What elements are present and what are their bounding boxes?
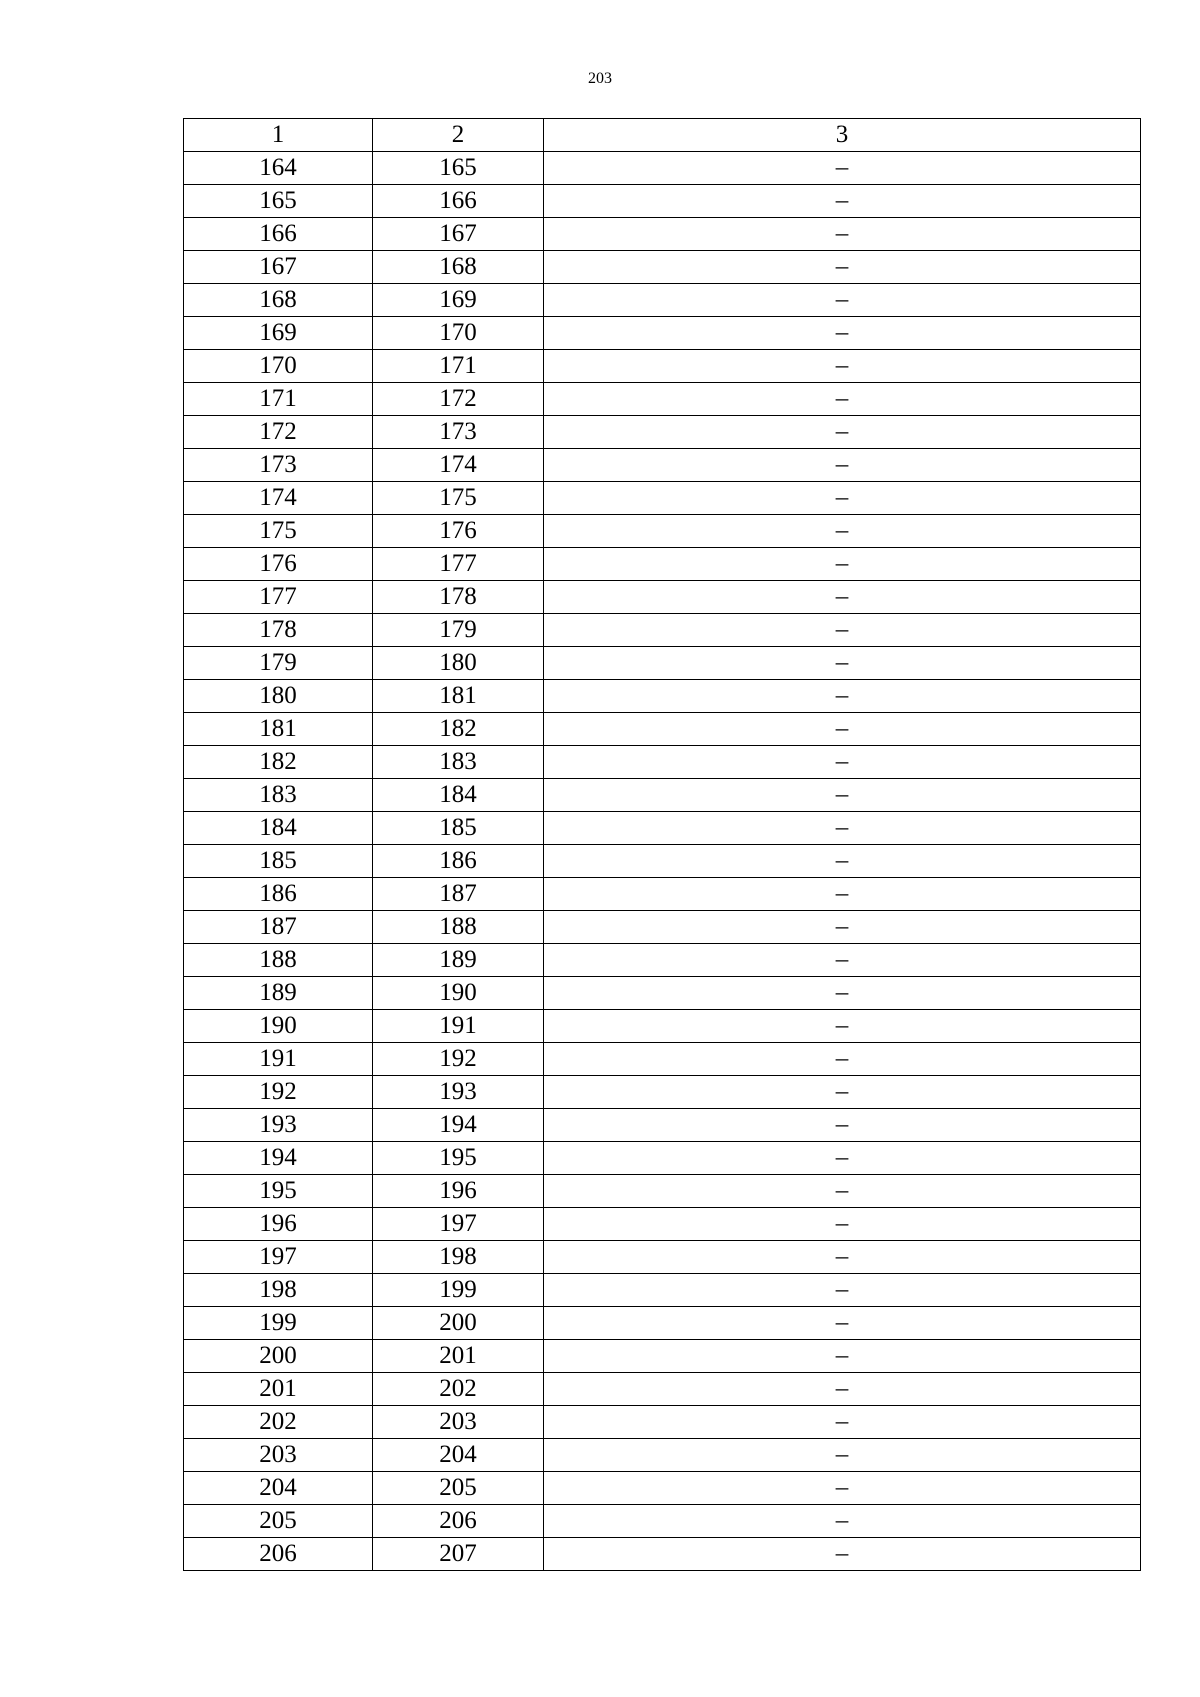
table-cell-col-2: 197: [373, 1208, 544, 1241]
table-cell-col-3: –: [544, 614, 1141, 647]
table-cell-col-1: 196: [184, 1208, 373, 1241]
table-cell-col-1: 183: [184, 779, 373, 812]
table-cell-col-1: 171: [184, 383, 373, 416]
table-cell-col-2: 171: [373, 350, 544, 383]
table-cell-col-1: 188: [184, 944, 373, 977]
table-cell-col-2: 178: [373, 581, 544, 614]
table-body: [184, 152, 1141, 1571]
table-cell-col-2: 166: [373, 185, 544, 218]
table-row: [184, 581, 1141, 614]
table-cell-col-3: –: [544, 350, 1141, 383]
table-cell-col-2: 190: [373, 977, 544, 1010]
table-cell-col-1: 166: [184, 218, 373, 251]
table-cell-col-3: –: [544, 1010, 1141, 1043]
table-row: [184, 1109, 1141, 1142]
table-row: [184, 515, 1141, 548]
table-cell-col-2: 201: [373, 1340, 544, 1373]
table-row: [184, 977, 1141, 1010]
table-cell-col-3: –: [544, 1208, 1141, 1241]
table-row: [184, 1142, 1141, 1175]
table-cell-col-2: 182: [373, 713, 544, 746]
table-cell-col-1: 184: [184, 812, 373, 845]
table-row: [184, 218, 1141, 251]
table-row: [184, 878, 1141, 911]
table-row: [184, 1373, 1141, 1406]
table-cell-col-2: 175: [373, 482, 544, 515]
table-cell-col-1: 173: [184, 449, 373, 482]
table-cell-col-2: 195: [373, 1142, 544, 1175]
table-cell-col-1: 187: [184, 911, 373, 944]
table-cell-col-2: 199: [373, 1274, 544, 1307]
table-row: [184, 1472, 1141, 1505]
table-cell-col-2: 170: [373, 317, 544, 350]
table-cell-col-1: 200: [184, 1340, 373, 1373]
table-cell-col-1: 180: [184, 680, 373, 713]
column-header-3: 3: [544, 119, 1141, 152]
table-cell-col-2: 198: [373, 1241, 544, 1274]
table-cell-col-3: –: [544, 1406, 1141, 1439]
table-cell-col-2: 205: [373, 1472, 544, 1505]
table-row: [184, 647, 1141, 680]
table-cell-col-1: 193: [184, 1109, 373, 1142]
table-cell-col-1: 195: [184, 1175, 373, 1208]
table-cell-col-1: 172: [184, 416, 373, 449]
table-cell-col-1: 174: [184, 482, 373, 515]
table-cell-col-2: 202: [373, 1373, 544, 1406]
table-cell-col-2: 184: [373, 779, 544, 812]
table-cell-col-2: 200: [373, 1307, 544, 1340]
table-cell-col-3: –: [544, 1307, 1141, 1340]
table-cell-col-3: –: [544, 317, 1141, 350]
table-cell-col-3: –: [544, 812, 1141, 845]
page-number: 203: [588, 70, 612, 87]
table-row: [184, 185, 1141, 218]
table-row: [184, 713, 1141, 746]
table-cell-col-2: 173: [373, 416, 544, 449]
table-cell-col-1: 206: [184, 1538, 373, 1571]
table-cell-col-3: –: [544, 680, 1141, 713]
table-cell-col-1: 179: [184, 647, 373, 680]
table-cell-col-3: –: [544, 185, 1141, 218]
table-cell-col-2: 174: [373, 449, 544, 482]
table-cell-col-1: 182: [184, 746, 373, 779]
table-row: [184, 416, 1141, 449]
table-row: [184, 482, 1141, 515]
table-cell-col-3: –: [544, 548, 1141, 581]
table-row: [184, 911, 1141, 944]
table-cell-col-3: –: [544, 152, 1141, 185]
table-row: [184, 1439, 1141, 1472]
table-cell-col-1: 197: [184, 1241, 373, 1274]
table-row: [184, 614, 1141, 647]
table-cell-col-2: 203: [373, 1406, 544, 1439]
table-cell-col-1: 203: [184, 1439, 373, 1472]
table-cell-col-2: 168: [373, 251, 544, 284]
table-cell-col-3: –: [544, 1043, 1141, 1076]
table-cell-col-1: 178: [184, 614, 373, 647]
table-cell-col-1: 192: [184, 1076, 373, 1109]
table-row: [184, 383, 1141, 416]
table-row: [184, 1406, 1141, 1439]
table-cell-col-2: 204: [373, 1439, 544, 1472]
table-cell-col-3: –: [544, 713, 1141, 746]
table-cell-col-2: 192: [373, 1043, 544, 1076]
table-row: [184, 1208, 1141, 1241]
table-cell-col-2: 172: [373, 383, 544, 416]
table-cell-col-3: –: [544, 1142, 1141, 1175]
table-cell-col-3: –: [544, 1373, 1141, 1406]
table-cell-col-1: 194: [184, 1142, 373, 1175]
table-row: [184, 284, 1141, 317]
table-cell-col-2: 179: [373, 614, 544, 647]
table-cell-col-2: 191: [373, 1010, 544, 1043]
table-cell-col-1: 168: [184, 284, 373, 317]
table-cell-col-3: –: [544, 878, 1141, 911]
table-cell-col-3: –: [544, 482, 1141, 515]
table-cell-col-1: 205: [184, 1505, 373, 1538]
table-cell-col-3: –: [544, 1340, 1141, 1373]
table-row: [184, 152, 1141, 185]
table-cell-col-1: 201: [184, 1373, 373, 1406]
table-cell-col-2: 183: [373, 746, 544, 779]
column-header-2: 2: [373, 119, 544, 152]
table-cell-col-3: –: [544, 977, 1141, 1010]
table-cell-col-3: –: [544, 416, 1141, 449]
table-row: [184, 1241, 1141, 1274]
table-cell-col-1: 185: [184, 845, 373, 878]
table-cell-col-3: –: [544, 1109, 1141, 1142]
table-cell-col-1: 164: [184, 152, 373, 185]
table-cell-col-2: 169: [373, 284, 544, 317]
table-cell-col-3: –: [544, 449, 1141, 482]
table-cell-col-2: 181: [373, 680, 544, 713]
table-cell-col-1: 191: [184, 1043, 373, 1076]
table-cell-col-3: –: [544, 845, 1141, 878]
table-row: [184, 1307, 1141, 1340]
table-cell-col-2: 187: [373, 878, 544, 911]
table-cell-col-2: 176: [373, 515, 544, 548]
table-row: [184, 1340, 1141, 1373]
table-cell-col-2: 188: [373, 911, 544, 944]
table-cell-col-1: 189: [184, 977, 373, 1010]
table-cell-col-3: –: [544, 1241, 1141, 1274]
table-row: [184, 350, 1141, 383]
table-cell-col-3: –: [544, 779, 1141, 812]
table-cell-col-1: 190: [184, 1010, 373, 1043]
table-cell-col-1: 204: [184, 1472, 373, 1505]
table-row: [184, 1274, 1141, 1307]
table-cell-col-3: –: [544, 1472, 1141, 1505]
table-row: [184, 1505, 1141, 1538]
table-row: [184, 1010, 1141, 1043]
column-header-1: 1: [184, 119, 373, 152]
table-cell-col-3: –: [544, 383, 1141, 416]
table-row: [184, 1043, 1141, 1076]
table-row: [184, 1538, 1141, 1571]
table-cell-col-2: 189: [373, 944, 544, 977]
table-cell-col-2: 177: [373, 548, 544, 581]
table-cell-col-1: 177: [184, 581, 373, 614]
table-cell-col-2: 186: [373, 845, 544, 878]
table-cell-col-3: –: [544, 944, 1141, 977]
table-cell-col-2: 207: [373, 1538, 544, 1571]
table-cell-col-3: –: [544, 515, 1141, 548]
table-cell-col-1: 169: [184, 317, 373, 350]
table-cell-col-2: 167: [373, 218, 544, 251]
table-cell-col-2: 194: [373, 1109, 544, 1142]
table-cell-col-1: 175: [184, 515, 373, 548]
table-row: [184, 812, 1141, 845]
table-row: [184, 944, 1141, 977]
table-row: [184, 746, 1141, 779]
table-row: [184, 317, 1141, 350]
table-cell-col-1: 186: [184, 878, 373, 911]
table-cell-col-3: –: [544, 911, 1141, 944]
table-cell-col-2: 185: [373, 812, 544, 845]
table-cell-col-1: 167: [184, 251, 373, 284]
table-cell-col-3: –: [544, 1175, 1141, 1208]
table-cell-col-3: –: [544, 1076, 1141, 1109]
table-row: [184, 251, 1141, 284]
table-row: [184, 680, 1141, 713]
table-row: [184, 1175, 1141, 1208]
table-cell-col-2: 180: [373, 647, 544, 680]
table-cell-col-2: 193: [373, 1076, 544, 1109]
table-row: [184, 779, 1141, 812]
table-cell-col-3: –: [544, 1538, 1141, 1571]
table-cell-col-3: –: [544, 746, 1141, 779]
table-cell-col-3: –: [544, 1505, 1141, 1538]
table-cell-col-3: –: [544, 251, 1141, 284]
table-row: [184, 1076, 1141, 1109]
table-row: [184, 845, 1141, 878]
table-cell-col-1: 202: [184, 1406, 373, 1439]
data-table: [183, 118, 1141, 1571]
table-cell-col-3: –: [544, 218, 1141, 251]
table-cell-col-1: 170: [184, 350, 373, 383]
table-cell-col-1: 198: [184, 1274, 373, 1307]
table-cell-col-1: 165: [184, 185, 373, 218]
table-cell-col-1: 176: [184, 548, 373, 581]
table-cell-col-2: 196: [373, 1175, 544, 1208]
table-row: [184, 548, 1141, 581]
table-cell-col-1: 181: [184, 713, 373, 746]
table-cell-col-2: 206: [373, 1505, 544, 1538]
table-cell-col-3: –: [544, 581, 1141, 614]
table-cell-col-3: –: [544, 284, 1141, 317]
table-cell-col-3: –: [544, 1274, 1141, 1307]
table-header-row: [184, 119, 1141, 152]
table-row: [184, 449, 1141, 482]
table-cell-col-2: 165: [373, 152, 544, 185]
table-cell-col-1: 199: [184, 1307, 373, 1340]
table-cell-col-3: –: [544, 1439, 1141, 1472]
table-cell-col-3: –: [544, 647, 1141, 680]
